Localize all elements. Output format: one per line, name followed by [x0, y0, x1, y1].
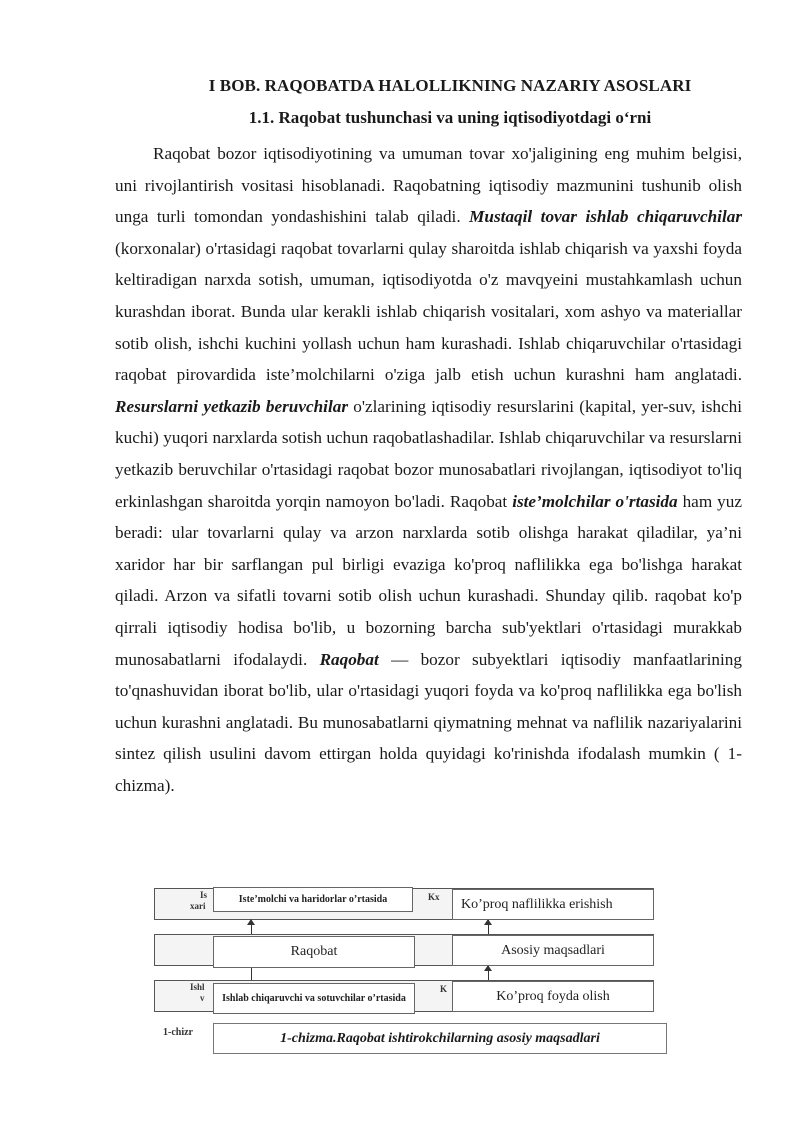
- text-run: Raqobat bozor iqtisodiyotining va umuman tovar xo'jaligining eng muhim belgisi, uni rivojlantirish vositasi hisoblanadi. Raqobatning iqtisodiy mazmunini tushunib olish unga turli tomondan yondashishini talab qiladi.: [115, 144, 742, 227]
- diagram-stub: Is: [200, 890, 208, 900]
- emphasis-competition: Raqobat: [319, 649, 379, 669]
- emphasis-consumers: iste’molchilar o'rtasida: [512, 491, 678, 511]
- text-run: — bozor subyektlari iqtisodiy manfaatlarining to'qnashuvidan iborat bo'lib, ular o'rtasidagi yuqori foyda va ko'proq naflilikka ega bo'lish uchun kurashni anglatadi. Bu munosabatlarni qiymatning mehnat va naflilik nazariyalarini sintez qilish usulini davom ettirgan holda quyidagi ko'rinishda ifodalash mumkin ( 1-chizma).: [115, 649, 742, 795]
- text-run: (korxonalar) o'rtasidagi raqobat tovarlarni qulay sharoitda ishlab chiqarish va yaxshi foyda keltiradigan narxda sotish, umuman, iqtisodiyotda o'z mavqyeini mustahkamlash uchun kurashdan iborat. Bunda ular kerakli ishlab chiqarish vositalari, xom ashyo va materiallar sotib olish, ishchi kuchini yollash uchun ham kurashadi. Ishlab chiqaruvchilar o'rtasidagi raqobat pirovardida iste’molchilarni o'ziga jalb etish uchun kurashni ham anglatadi.: [115, 238, 742, 385]
- diagram-stub: Ishl: [190, 982, 205, 992]
- diagram-stub: Kx: [428, 892, 440, 902]
- section-heading: 1.1. Raqobat tushunchasi va uning iqtisodiyotdagi o‘rni: [248, 108, 652, 127]
- diagram-stub: xari: [190, 901, 206, 911]
- diagram-stub: 1-chizr: [163, 1027, 193, 1038]
- box-main-goals: Asosiy maqsadlari: [452, 935, 654, 966]
- diagram-stub: K: [440, 984, 448, 994]
- text-run: ham yuz beradi: ular tovarlarni qulay va arzon narxlarda sotib olishga harakat qiladilar, ya’ni xaridor har bir sarflangan pul birligi evaziga ko'proq naflilikka ega bo'lishga harakat qiladi. Arzon va sifatli tovarni sotib olish uchun kurashadi. Shunday qilib. raqobat ko'p qirrali iqtisodiy hodisa bo'lib, u bozorning barcha sub'yektlari o'rtasidagi murakkab munosabatlarni ifodalaydi.: [115, 491, 742, 669]
- box-more-utility: Ko’proq naflilikka erishish: [452, 889, 654, 920]
- emphasis-producers: Mustaqil tovar ishlab chiqaruvchilar: [469, 207, 743, 227]
- text-run: o'zlarining iqtisodiy resurslarini (kapital, yer-suv, ishchi kuchi) yuqori narxlarda sotish uchun raqobatlashadilar. Ishlab chiqaruvchilar va resurslarni yetkazib beruvchilar o'rtasidagi raqobat bozor munosabatlari rivojlangan, iqtisodiyot to'liq erkinlashgan sharoitda yorqin namoyon bo'ladi. Raqobat: [115, 396, 742, 511]
- arrow-up-icon: [247, 919, 255, 925]
- box-consumers: Iste’molchi va haridorlar o’rtasida: [213, 887, 413, 912]
- figure-caption: 1-chizma.Raqobat ishtirokchilarning asosiy maqsadlari: [213, 1023, 667, 1054]
- box-competition: Raqobat: [213, 936, 415, 968]
- box-more-profit: Ko’proq foyda olish: [452, 981, 654, 1012]
- chapter-heading: I BOB. RAQOBATDA HALOLLIKNING NAZARIY ASOSLARI: [208, 76, 692, 95]
- arrow-line: [251, 966, 252, 980]
- emphasis-suppliers: Resurslarni yetkazib beruvchilar: [115, 396, 349, 416]
- diagram-stub: v: [200, 993, 205, 1003]
- body-paragraph: [115, 138, 742, 801]
- box-producers: Ishlab chiqaruvchi va sotuvchilar o’rtasida: [213, 983, 415, 1014]
